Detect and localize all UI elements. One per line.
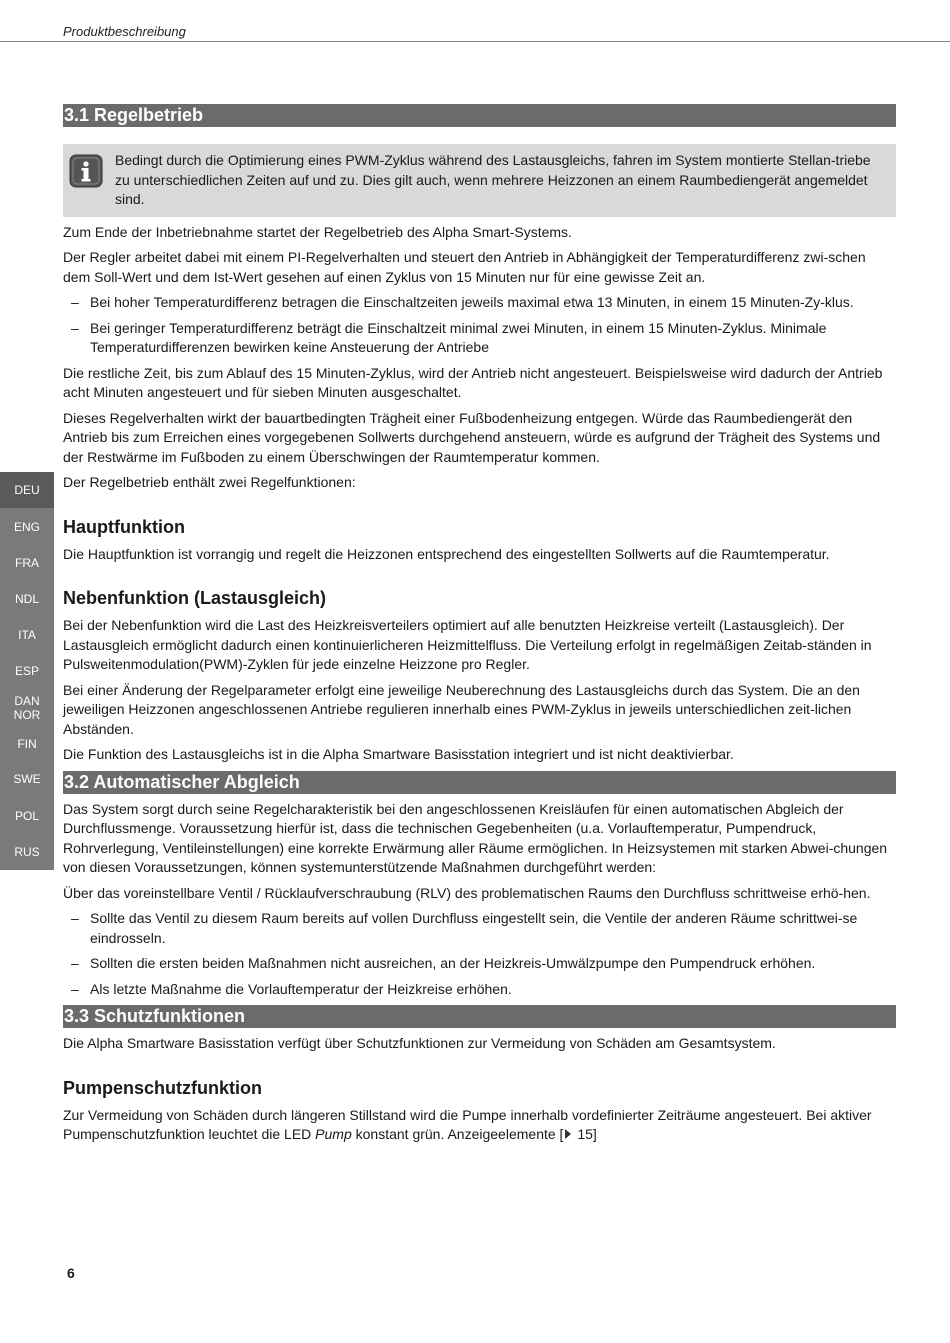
- list-item: – Bei hoher Temperaturdifferenz betragen die Einschaltzeiten jeweils maximal etwa 13 Minuten, in einem 15 Minuten-Zy-klus.: [63, 293, 896, 313]
- text-run: Zur Vermeidung von Schäden durch längeren Stillstand wird die Pumpe innerhalb vordefinierter Zeiträume angesteuert. Bei aktiver Pumpenschutzfunktion leuchtet die LED: [63, 1106, 872, 1142]
- language-sidebar: [0, 472, 54, 870]
- header-divider: [0, 41, 950, 42]
- lang-tab-ndl[interactable]: NDL: [14, 592, 39, 606]
- paragraph-pumpenschutz: [63, 1106, 896, 1145]
- paragraph: Der Regler arbeitet dabei mit einem PI-Regelverhalten und steuert den Antrieb in Abhängigkeit der Temperaturdifferenz zwi-schen dem Soll-Wert und dem Ist-Wert gesehen auf einen Zyklus von 15 Minuten nur für eine gewisse Zeit an.: [63, 249, 866, 285]
- text-run: konstant grün. Anzeigeelemente [: [351, 1126, 564, 1142]
- lang-tab-fin[interactable]: FIN: [17, 737, 37, 751]
- lang-tab-eng[interactable]: ENG: [13, 520, 40, 534]
- list-item: – Als letzte Maßnahme die Vorlauftemperatur der Heizkreise erhöhen.: [63, 980, 896, 1000]
- lang-tab-esp[interactable]: ESP: [14, 664, 39, 678]
- paragraph: Bei der Nebenfunktion wird die Last des Heizkreisverteilers optimiert auf alle benutzten Heizkreise verteilt (Lastausgleich). Der Lastausgleich ermöglicht dadurch einen kontinuierlicheren Heizmittelfluss. Die Verteilung erfolgt in regelmäßigen Zeitab-ständen in Pulsweitenmodulation(PWM)-Zyklen für jede einzelne Heizzone pro Regler.: [63, 617, 872, 672]
- paragraph: Zum Ende der Inbetriebnahme startet der Regelbetrieb des Alpha Smart-Systems.: [63, 223, 572, 240]
- paragraph: Die restliche Zeit, bis zum Ablauf des 15 Minuten-Zyklus, wird der Antrieb nicht angesteuert. Beispielsweise wird dadurch der Antrieb acht Minuten angesteuert und für sieben Minuten ausgeschaltet.: [63, 364, 883, 400]
- section-heading-schutzfunktionen: 3.3 Schutzfunktionen: [63, 1005, 896, 1028]
- paragraph: Über das voreinstellbare Ventil / Rücklaufverschraubung (RLV) des problematischen Raums den Durchfluss schrittweise erhö-hen.: [63, 884, 871, 901]
- paragraph: Die Alpha Smartware Basisstation verfügt über Schutzfunktionen zur Vermeidung von Schäden am Gesamtsystem.: [63, 1035, 776, 1051]
- lang-label: DEU: [14, 483, 40, 497]
- section-heading-abgleich: 3.2 Automatischer Abgleich: [63, 771, 896, 794]
- paragraph: Der Regelbetrieb enthält zwei Regelfunktionen:: [63, 474, 356, 490]
- paragraph: Die Funktion des Lastausgleichs ist in die Alpha Smartware Basisstation integriert und ist nicht deaktivierbar.: [63, 746, 734, 762]
- info-note: [63, 144, 896, 217]
- led-name: Pump: [315, 1126, 352, 1142]
- lang-tab-fra[interactable]: FRA: [15, 556, 39, 570]
- lang-tab-rus[interactable]: RUS: [14, 845, 40, 859]
- cross-reference-arrow-icon: [565, 1129, 571, 1139]
- bullet-list: [63, 909, 896, 999]
- paragraph: Bei einer Änderung der Regelparameter erfolgt eine jeweilige Neuberechnung des Lastausgleichs durch das System. Die an den jeweiligen Heizzonen angeschlossenen Antriebe regulieren innerhalb eines PWM-Zyklus in jeweils unterschiedlichen zeit-lichen Abständen.: [63, 681, 860, 737]
- lang-tab-swe[interactable]: SWE: [13, 772, 41, 786]
- paragraph: Die Hauptfunktion ist vorrangig und regelt die Heizzonen entsprechend des eingestellten Sollwerts auf die Raumtemperatur.: [63, 545, 830, 562]
- cross-reference-link[interactable]: 15]: [573, 1126, 597, 1142]
- list-item: – Sollte das Ventil zu diesem Raum bereits auf vollen Durchfluss eingestellt sein, die Ventile der anderen Räume schrittwei-se eindrosseln.: [63, 909, 896, 948]
- paragraph: Dieses Regelverhalten wirkt der bauartbedingten Trägheit einer Fußbodenheizung entgegen. Würde das Raumbediengerät den Antrieb bis zum Erreichen eines vorgegebenen Sollwerts durchgehend ansteuern, würde es aufgrund der Trägheit des Systems und der Restwärme im Fußboden zu einem Überschwingen der Raumtemperatur kommen.: [63, 409, 881, 465]
- section-heading-regelbetrieb: 3.1 Regelbetrieb: [63, 104, 896, 127]
- running-header: Produktbeschreibung: [63, 24, 186, 39]
- info-icon: [69, 154, 103, 188]
- bullet-list: [63, 293, 896, 358]
- lang-tab-ita[interactable]: ITA: [18, 628, 36, 642]
- subheading-hauptfunktion: Hauptfunktion: [63, 516, 185, 537]
- page-number: 6: [67, 1265, 75, 1281]
- list-item: – Sollten die ersten beiden Maßnahmen nicht ausreichen, an der Heizkreis-Umwälzpumpe den Pumpendruck erhöhen.: [63, 954, 896, 974]
- subheading-nebenfunktion: Nebenfunktion (Lastausgleich): [63, 588, 327, 608]
- subheading-pumpenschutz: Pumpenschutzfunktion: [63, 1077, 262, 1098]
- lang-tab-pol[interactable]: POL: [14, 809, 39, 823]
- paragraph: Das System sorgt durch seine Regelcharakteristik bei den angeschlossenen Kreisläufen für einen automatischen Abgleich der Durchflussmenge. Voraussetzung hierfür ist, dass die technischen Gegebenheiten (u.a. Vorlauftemperatur, Pumpendruck, Rohrverlegung, Ventileinstellungen) eine korrekte Erwärmung aller Räume ermöglichen. In Heizsystemen mit starken Abwei-chungen von diesen Voraussetzungen, können systemunterstützende Maßnahmen durchgeführt werden:: [63, 800, 888, 875]
- lang-tab-deu[interactable]: [0, 472, 54, 508]
- note-text: Bedingt durch die Optimierung eines PWM-Zyklus während des Lastausgleichs, fahren im System montierte Stellan-triebe zu unterschiedlichen Zeiten auf und zu. Dies gilt auch, wenn mehrere Heizzonen an einem Raumbediengerät angemeldet sind.: [115, 152, 871, 207]
- lang-tab-dan-nor[interactable]: DAN NOR: [13, 694, 41, 722]
- main-content: [63, 104, 896, 1151]
- list-item: – Bei geringer Temperaturdifferenz beträgt die Einschaltzeit minimal zwei Minuten, in einem 15 Minuten-Zyklus. Minimale Temperaturdifferenzen bewirken keine Ansteuerung der Antriebe: [63, 319, 896, 358]
